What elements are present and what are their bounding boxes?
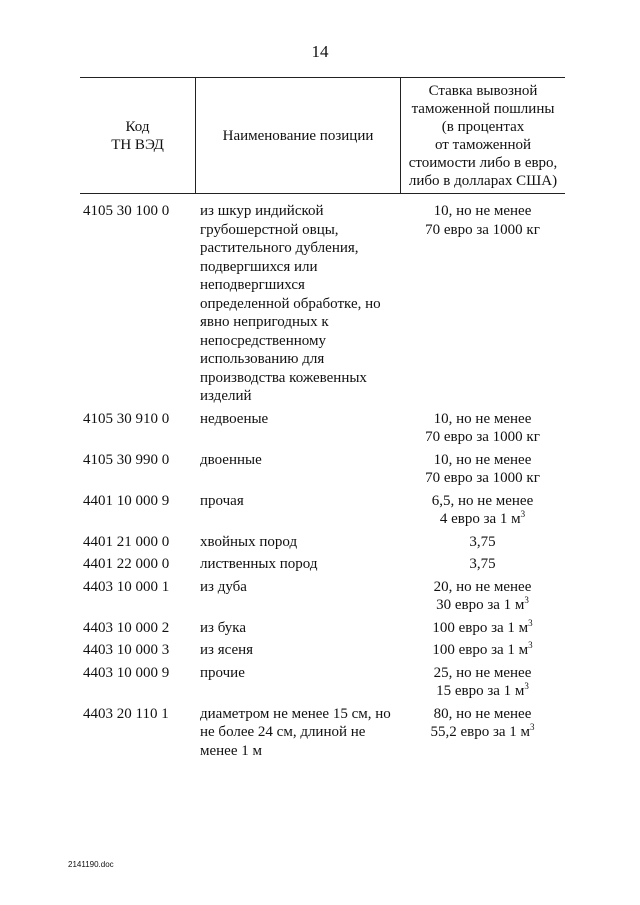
- row-rate: [400, 578, 565, 615]
- row-rate-text: 20, но не менее 30 евро за 1 м: [433, 578, 532, 613]
- table-row: [80, 533, 565, 552]
- row-rate-text: 3,75: [469, 556, 496, 572]
- table-header: [80, 77, 565, 194]
- row-name: двоенные: [200, 451, 262, 468]
- row-name: недвоеные: [200, 410, 269, 427]
- row-rate-text: 3,75: [469, 533, 496, 550]
- page-number: 14: [311, 42, 329, 61]
- row-name: прочие: [200, 664, 245, 681]
- row-name: диаметром не менее 15 см, но не более 24 см, длиной не менее 1 м: [200, 705, 391, 759]
- table-row: [80, 410, 565, 447]
- row-name: из ясеня: [200, 642, 254, 658]
- table-body: [80, 202, 565, 764]
- row-rate: [400, 533, 565, 552]
- row-rate: [400, 619, 565, 638]
- table-row: [80, 664, 565, 701]
- row-rate-text: 25, но не менее 15 евро за 1 м: [433, 664, 532, 699]
- row-code: 4105 30 990 0: [83, 451, 170, 468]
- row-rate: [400, 492, 565, 529]
- row-rate-text: 10, но не менее 70 евро за 1000 кг: [425, 451, 540, 486]
- table-row: [80, 451, 565, 488]
- table-row: [80, 492, 565, 529]
- row-name: из шкур индийской грубошерстной овцы, растительного дубления, подвергшихся или неподвергшихся определенной обработке, но явно непригодных к непосредственному использованию для производства кожевенных изделий: [200, 203, 381, 404]
- table-row: [80, 619, 565, 638]
- row-name: из бука: [200, 619, 246, 636]
- row-rate: [400, 410, 565, 447]
- row-rate: [400, 202, 565, 406]
- row-rate-text: 100 евро за 1 м: [432, 619, 529, 636]
- row-rate-text: 80, но не менее 55,2 евро за 1 м: [430, 705, 532, 740]
- row-rate-superscript: 3: [524, 595, 529, 605]
- header-rate: Ставка вывозной таможенной пошлины (в процентах от таможенной стоимости либо в евро, либо в долларах США): [408, 82, 558, 189]
- table-row: [80, 578, 565, 615]
- row-rate-text: 6,5, но не менее 4 евро за 1 м: [431, 492, 534, 527]
- row-rate: [400, 641, 565, 660]
- row-rate: [400, 555, 565, 574]
- row-code: 4401 21 000 0: [83, 533, 170, 550]
- row-rate-superscript: 3: [530, 722, 535, 732]
- row-code: 4403 10 000 2: [83, 619, 170, 636]
- row-rate-superscript: 3: [528, 617, 533, 628]
- row-code: 4403 10 000 9: [83, 664, 170, 681]
- row-name: из дуба: [200, 578, 247, 595]
- row-rate-text: 100 евро за 1 м: [432, 642, 529, 658]
- row-name: прочая: [200, 492, 244, 509]
- row-rate-superscript: 3: [524, 681, 529, 691]
- row-code: 4401 22 000 0: [83, 556, 170, 572]
- row-code: 4105 30 100 0: [83, 203, 170, 219]
- row-rate-text: 10, но не менее 70 евро за 1000 кг: [425, 203, 540, 238]
- row-rate: [400, 664, 565, 701]
- row-name: лиственных пород: [200, 556, 318, 572]
- table-row: [80, 555, 565, 574]
- header-name: Наименование позиции: [222, 127, 374, 144]
- row-rate-superscript: 3: [520, 509, 526, 519]
- row-rate: [400, 705, 565, 761]
- row-name: хвойных пород: [200, 533, 298, 550]
- row-code: 4403 20 110 1: [83, 705, 169, 722]
- row-code: 4403 10 000 1: [83, 578, 170, 595]
- row-rate-superscript: 3: [528, 640, 533, 650]
- table-row: [80, 202, 565, 406]
- row-code: 4403 10 000 3: [83, 642, 170, 658]
- row-rate-text: 10, но не менее 70 евро за 1000 кг: [425, 410, 540, 445]
- footer-filename: 2141190.doc: [68, 860, 114, 869]
- table-row: [80, 641, 565, 660]
- row-code: 4105 30 910 0: [83, 410, 170, 427]
- table-row: [80, 705, 565, 761]
- row-rate: [400, 451, 565, 488]
- header-code: Код ТН ВЭД: [111, 118, 164, 153]
- row-code: 4401 10 000 9: [83, 492, 170, 509]
